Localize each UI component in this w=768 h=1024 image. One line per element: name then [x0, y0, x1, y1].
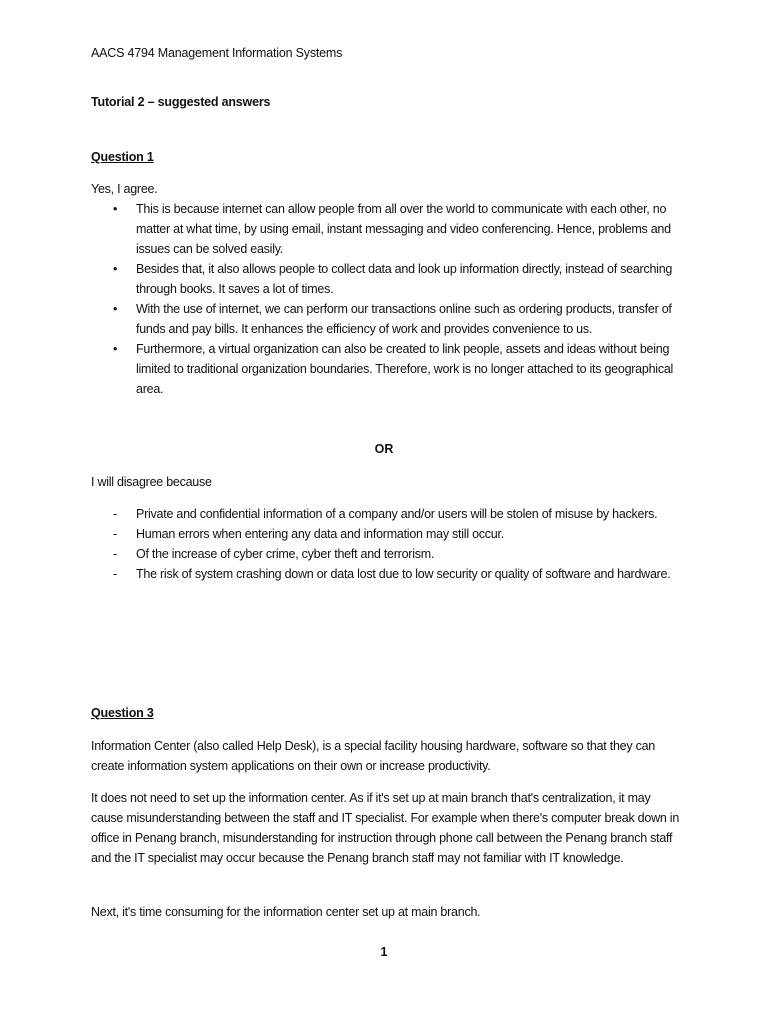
bullet-marker: • [113, 262, 118, 276]
bullet-marker: • [113, 202, 118, 216]
bullet-marker: • [113, 342, 118, 356]
dash-marker: - [113, 547, 117, 561]
dash-marker: - [113, 567, 117, 581]
tutorial-title: Tutorial 2 – suggested answers [91, 95, 271, 109]
disagree-point-3: Of the increase of cyber crime, cyber theft and terrorism. [136, 547, 435, 561]
list-item [91, 339, 687, 399]
q3-paragraph-3: Next, it's time consuming for the information center set up at main branch. [91, 905, 481, 919]
agree-point-4: Furthermore, a virtual organization can also be created to link people, assets and ideas without being limited to traditional organization boundaries. Therefore, work is no longer attached to its geographical area. [136, 342, 674, 396]
list-item [91, 524, 687, 544]
disagree-point-2: Human errors when entering any data and information may still occur. [136, 527, 504, 541]
course-header: AACS 4794 Management Information Systems [91, 46, 343, 60]
agree-bullet-list [91, 199, 687, 399]
agree-intro: Yes, I agree. [91, 182, 158, 196]
question-1-heading: Question 1 [91, 150, 154, 164]
or-separator: OR [374, 442, 394, 456]
dash-marker: - [113, 527, 117, 541]
disagree-point-1: Private and confidential information of a company and/or users will be stolen of misuse by hackers. [136, 507, 658, 521]
q3-paragraph-1: Information Center (also called Help Desk), is a special facility housing hardware, software so that they can create information system applications on their own or increase productivity. [91, 739, 656, 773]
list-item [91, 504, 687, 524]
agree-point-3: With the use of internet, we can perform our transactions online such as ordering products, transfer of funds and pay bills. It enhances the efficiency of work and provides convenience to us. [136, 302, 672, 336]
agree-point-1: This is because internet can allow people from all over the world to communicate with each other, no matter at what time, by using email, instant messaging and video conferencing. Hence, problems and issues can be solved easily. [136, 202, 671, 256]
question-3-heading: Question 3 [91, 706, 154, 720]
list-item [91, 544, 687, 564]
list-item [91, 199, 687, 259]
list-item [91, 564, 687, 584]
disagree-dash-list [91, 504, 687, 584]
disagree-intro: I will disagree because [91, 475, 212, 489]
agree-point-2: Besides that, it also allows people to collect data and look up information directly, instead of searching through books. It saves a lot of times. [136, 262, 673, 296]
disagree-point-4: The risk of system crashing down or data lost due to low security or quality of software and hardware. [136, 567, 671, 581]
list-item [91, 299, 687, 339]
page-number: 1 [380, 945, 388, 959]
dash-marker: - [113, 507, 117, 521]
bullet-marker: • [113, 302, 118, 316]
list-item [91, 259, 687, 299]
q3-paragraph-2: It does not need to set up the information center. As if it's set up at main branch that's centralization, it may cause misunderstanding between the staff and IT specialist. For example when there's computer break down in office in Penang branch, misunderstanding for instruction through phone call between the Penang branch staff and the IT specialist may occur because the Penang branch staff may not familiar with IT knowledge. [91, 791, 680, 865]
